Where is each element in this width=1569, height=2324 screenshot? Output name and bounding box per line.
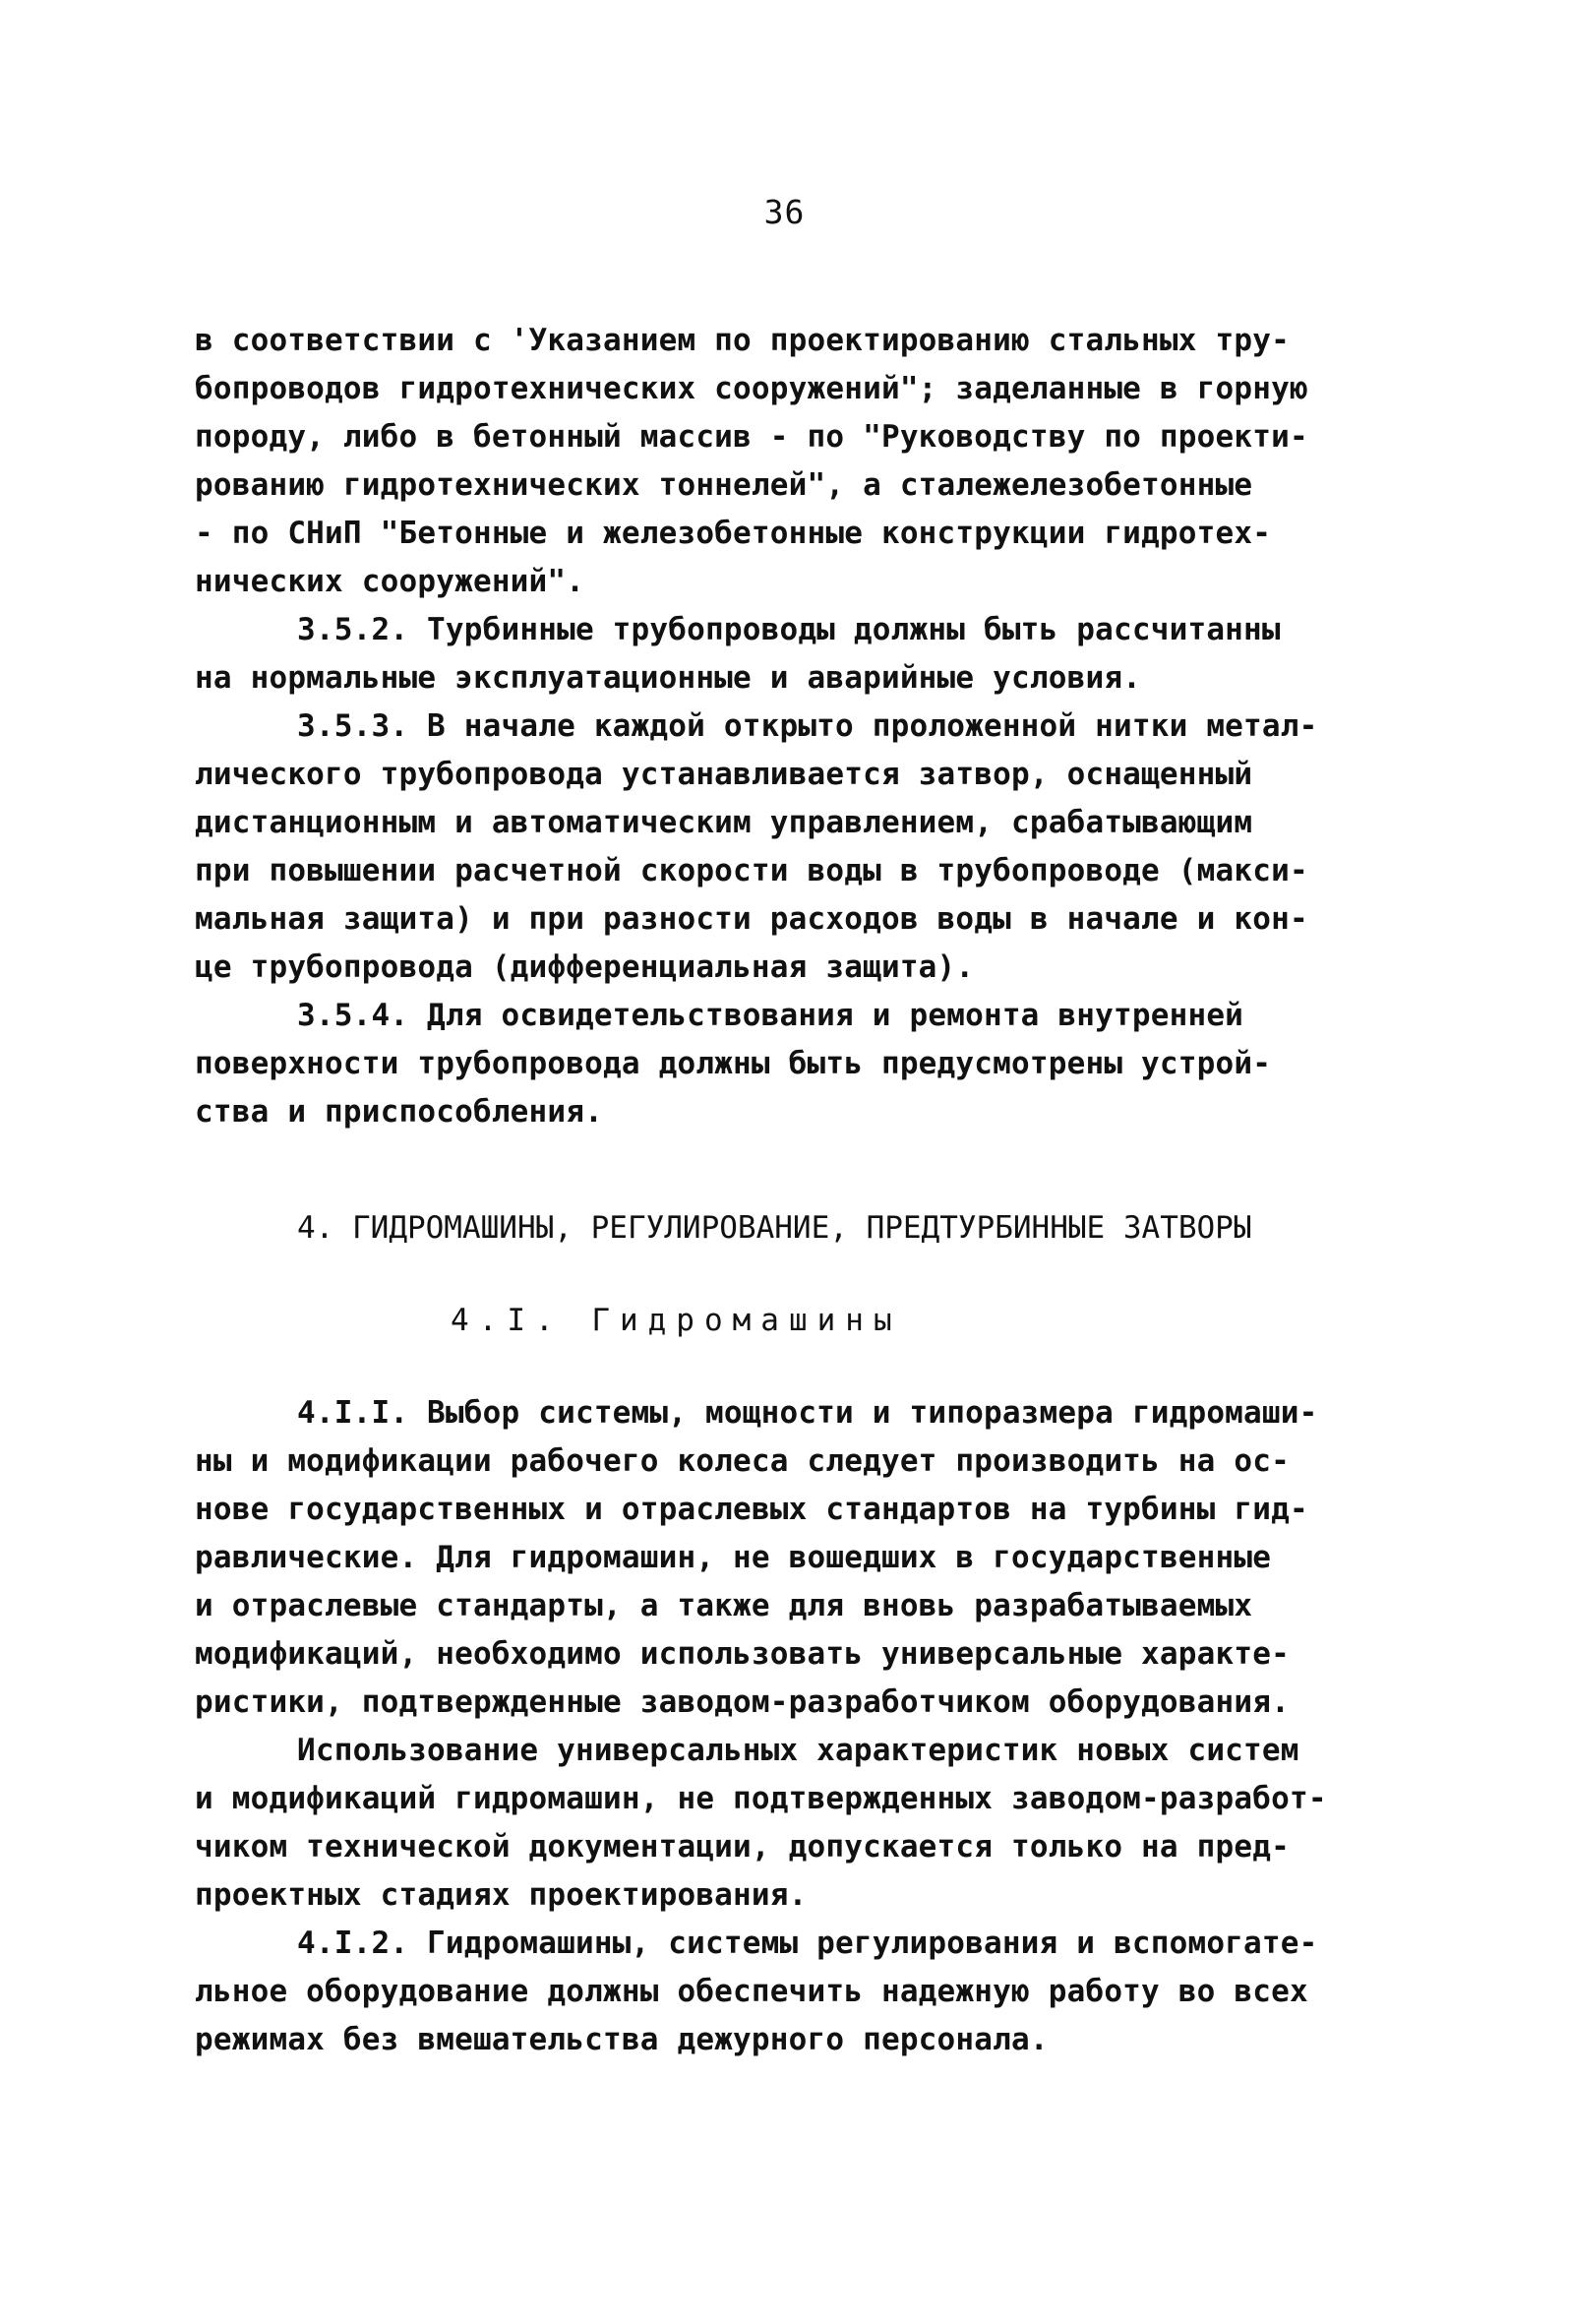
text-line: в соответствии с 'Указанием по проектированию стальных тру- [195, 323, 1290, 358]
text-line: рованию гидротехнических тоннелей", а сталежелезобетонные [195, 467, 1253, 503]
text-line: 3.5.3. В начале каждой открыто проложенной нитки метал- [297, 708, 1318, 744]
text-line: лического трубопровода устанавливается затвор, оснащенный [195, 757, 1253, 792]
text-line: ны и модификации рабочего колеса следует производить на ос- [195, 1443, 1290, 1479]
text-line: 3.5.4. Для освидетельствования и ремонта внутренней [297, 998, 1244, 1033]
text-line: 4.I.2. Гидромашины, системы регулирования и вспомогате- [297, 1926, 1318, 1961]
text-line: и модификаций гидромашин, не подтвержденных заводом-разработ- [195, 1781, 1327, 1816]
text-line: дистанционным и автоматическим управлением, срабатывающим [195, 805, 1253, 840]
text-line: ристики, подтвержденные заводом-разработчиком оборудования. [195, 1684, 1290, 1720]
text-line: при повышении расчетной скорости воды в трубопроводе (макси- [195, 853, 1308, 888]
text-line: поверхности трубопровода должны быть предусмотрены устрой- [195, 1046, 1272, 1081]
subsection-heading: 4.I. Гидромашины [451, 1303, 902, 1338]
paragraph-4-1-1-continued [195, 1727, 1410, 1920]
text-line: нове государственных и отраслевых стандартов на турбины гид- [195, 1492, 1308, 1527]
section-heading: 4. ГИДРОМАШИНЫ, РЕГУЛИРОВАНИЕ, ПРЕДТУРБИННЫЕ ЗАТВОРЫ [297, 1210, 1252, 1246]
text-line: - по СНиП "Бетонные и железобетонные конструкции гидротех- [195, 516, 1272, 551]
text-line: проектных стадиях проектирования. [195, 1877, 808, 1913]
text-line: ства и приспособления. [195, 1094, 603, 1130]
text-line: 3.5.2. Турбинные трубопроводы должны быть рассчитанны [297, 612, 1281, 647]
text-line: модификаций, необходимо использовать универсальные характе- [195, 1636, 1290, 1672]
paragraph-4-1-2 [195, 1920, 1410, 2064]
text-line: чиком технической документации, допускается только на пред- [195, 1829, 1290, 1865]
text-line: нических сооружений". [195, 564, 585, 599]
text-line: мальная защита) и при разности расходов воды в начале и кон- [195, 901, 1308, 937]
text-line: 4.I.I. Выбор системы, мощности и типоразмера гидромаши- [297, 1395, 1318, 1431]
text-line: це трубопровода (дифференциальная защита). [195, 949, 975, 985]
text-line: Использование универсальных характеристик новых систем [297, 1733, 1299, 1768]
text-line: и отраслевые стандарты, а также для вновь разрабатываемых [195, 1588, 1253, 1623]
text-line: бопроводов гидротехнических сооружений"; заделанные в горную [195, 371, 1308, 406]
text-line: породу, либо в бетонный массив - по "Руководству по проекти- [195, 419, 1308, 455]
paragraph-4-1-1 [195, 1389, 1410, 1727]
paragraph-3-5-3 [195, 703, 1410, 992]
paragraph-continuation [195, 317, 1410, 606]
text-line: на нормальные эксплуатационные и аварийные условия. [195, 660, 1142, 696]
page-number: 36 [763, 193, 806, 231]
paragraph-3-5-4 [195, 992, 1410, 1136]
text-line: режимах без вмешательства дежурного персонала. [195, 2022, 1049, 2057]
text-line: равлические. Для гидромашин, не вошедших в государственные [195, 1540, 1272, 1575]
paragraph-3-5-2 [195, 606, 1410, 703]
text-line: льное оборудование должны обеспечить надежную работу во всех [195, 1974, 1308, 2009]
